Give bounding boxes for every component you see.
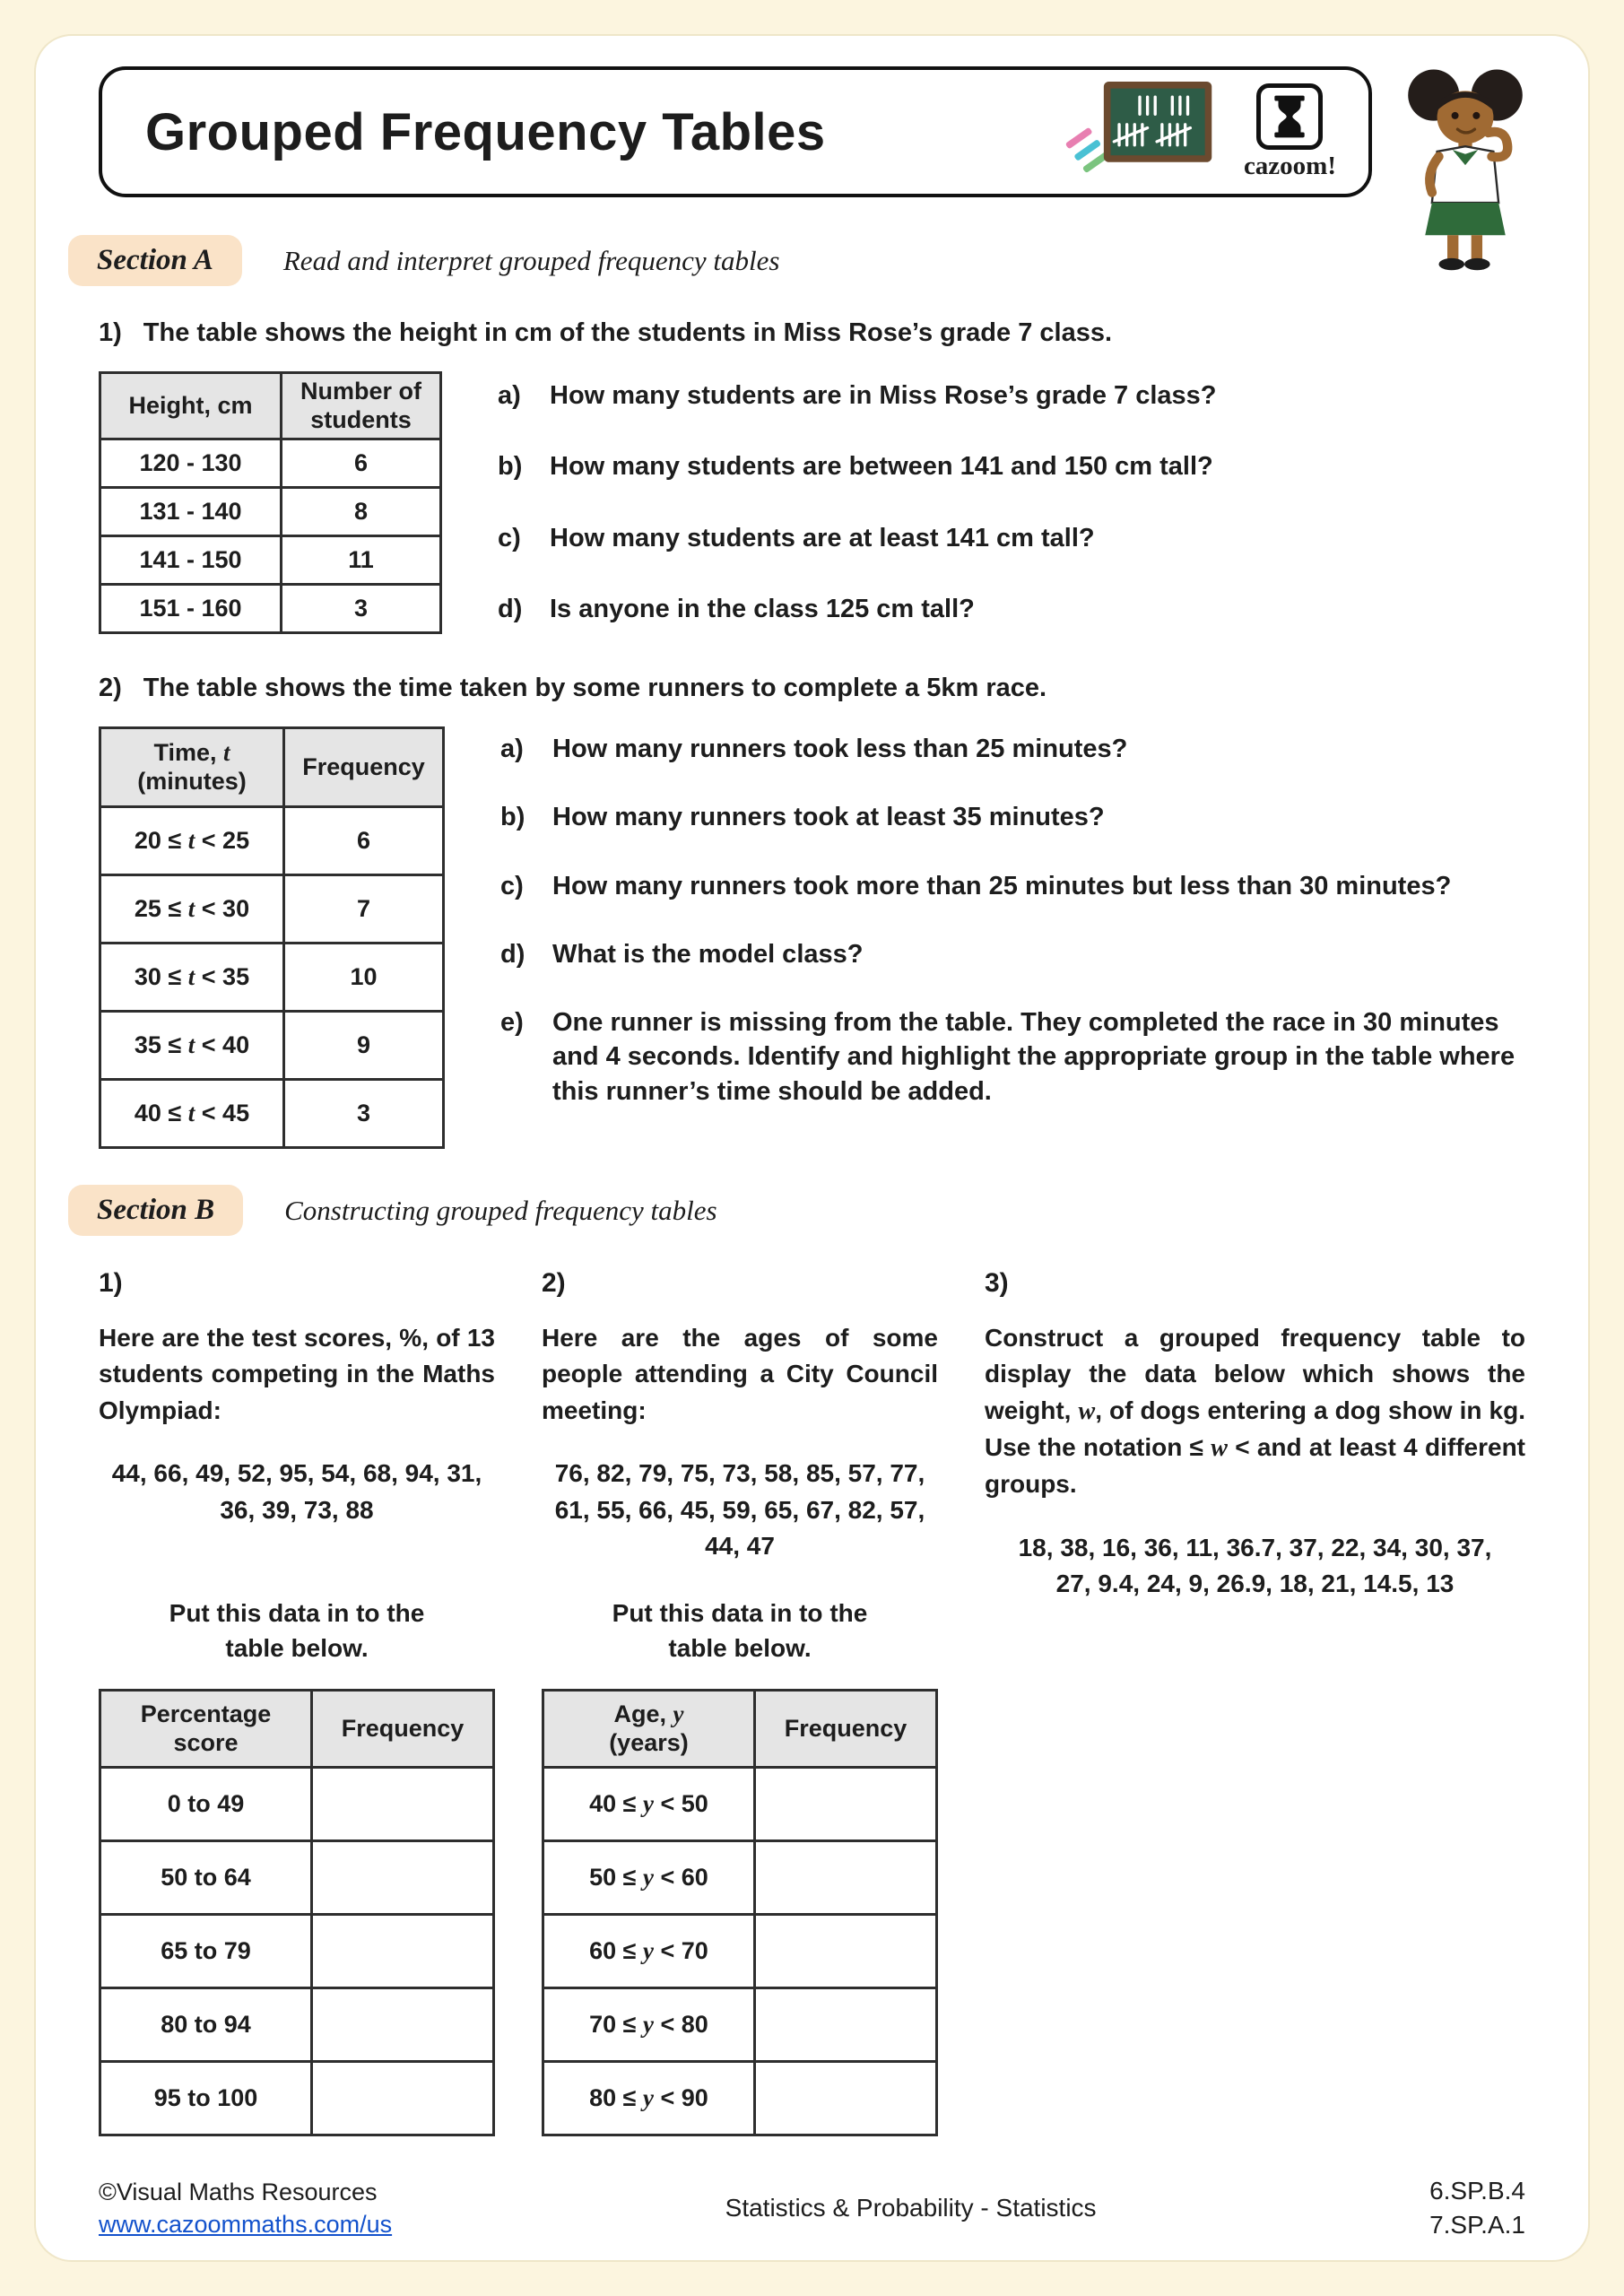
frequency-cell-blank[interactable] <box>754 1768 936 1841</box>
question-text: Here are the test scores, %, of 13 students competing in the Maths Olympiad: <box>99 1324 495 1424</box>
frequency-cell-blank[interactable] <box>311 2062 493 2135</box>
column-header-frequency: Frequency <box>754 1691 936 1768</box>
question-1-body <box>99 371 1525 634</box>
table-row <box>543 1988 937 2062</box>
frequency-cell: 3 <box>282 585 441 633</box>
cazoom-logo-text: cazoom! <box>1243 151 1336 180</box>
frequency-cell-blank[interactable] <box>754 2062 936 2135</box>
variable-y: y <box>643 1937 654 1965</box>
range-cell: 40 ≤ y < 50 <box>543 1768 755 1841</box>
data-values: 18, 38, 16, 36, 11, 36.7, 37, 22, 34, 30, 37, 27, 9.4, 24, 9, 26.9, 18, 21, 14.5, 13 <box>1018 1533 1492 1598</box>
question-part <box>498 592 1525 626</box>
column-header-range: Percentage score <box>100 1691 312 1768</box>
question-part <box>500 1005 1525 1109</box>
worksheet-sheet <box>34 34 1590 2262</box>
question-number: 2) <box>99 674 122 702</box>
question-number: 1) <box>99 318 122 347</box>
section-a-subtitle: Read and interpret grouped frequency tables <box>282 244 780 276</box>
column-header-range: Age, y (years) <box>543 1691 755 1768</box>
variable-t: t <box>187 1100 195 1126</box>
copyright-text: ©Visual Maths Resources <box>99 2178 378 2205</box>
table-row <box>543 1915 937 1988</box>
standard-code: 6.SP.B.4 <box>1429 2177 1525 2205</box>
section-b-header <box>68 1185 1525 1236</box>
question-part <box>498 521 1525 555</box>
column-header-range: Height, cm <box>100 373 282 439</box>
range-cell: 30 ≤ t < 35 <box>100 944 284 1012</box>
table-header-row <box>543 1691 937 1768</box>
question-text: The table shows the time taken by some runners to complete a 5km race. <box>143 674 1047 702</box>
variable-y: y <box>643 2084 654 2112</box>
time-frequency-table <box>99 726 445 1149</box>
part-letter: d) <box>500 939 525 969</box>
part-letter: a) <box>500 735 524 763</box>
range-cell: 20 ≤ t < 25 <box>100 807 284 875</box>
table-row <box>100 807 444 875</box>
table-row <box>100 2062 494 2135</box>
frequency-cell-blank[interactable] <box>754 1988 936 2062</box>
footer-subject: Statistics & Probability - Statistics <box>725 2194 1097 2222</box>
frequency-cell: 10 <box>284 944 444 1012</box>
page-title: Grouped Frequency Tables <box>145 102 826 161</box>
variable-y: y <box>643 2011 654 2039</box>
data-values: 44, 66, 49, 52, 95, 54, 68, 94, 31, 36, 39, 73, 88 <box>111 1458 482 1524</box>
range-cell: 70 ≤ y < 80 <box>543 1988 755 2062</box>
variable-t: t <box>223 738 230 766</box>
range-cell: 141 - 150 <box>100 536 282 585</box>
table-row <box>100 1080 444 1148</box>
section-a-header <box>68 235 1525 286</box>
question-1-parts <box>498 378 1525 626</box>
question-number: 3) <box>985 1268 1009 1298</box>
part-text: How many runners took less than 25 minutes? <box>552 735 1128 763</box>
range-cell: 60 ≤ y < 70 <box>543 1915 755 1988</box>
table-row <box>543 1841 937 1915</box>
table-row <box>543 2062 937 2135</box>
frequency-cell: 7 <box>284 875 444 944</box>
section-b-label: Section B <box>68 1185 243 1236</box>
question-part <box>500 732 1525 766</box>
standard-code: 7.SP.A.1 <box>1429 2211 1525 2239</box>
part-text: What is the model class? <box>552 939 864 969</box>
question-number: 1) <box>99 1268 123 1298</box>
section-b-subtitle: Constructing grouped frequency tables <box>284 1194 717 1226</box>
variable-t: t <box>187 895 195 922</box>
frequency-cell-blank[interactable] <box>311 1768 493 1841</box>
column-header-frequency: Frequency <box>311 1691 493 1768</box>
frequency-cell-blank[interactable] <box>754 1841 936 1915</box>
frequency-cell: 8 <box>282 488 441 536</box>
table-row <box>100 585 441 633</box>
part-letter: d) <box>498 594 523 623</box>
variable-y: y <box>643 1790 654 1818</box>
frequency-cell-blank[interactable] <box>311 1915 493 1988</box>
data-values: 76, 82, 79, 75, 73, 58, 85, 57, 77, 61, 55, 66, 45, 59, 65, 67, 82, 57, 44, 47 <box>554 1458 925 1561</box>
range-cell: 120 - 130 <box>100 439 282 488</box>
variable-t: t <box>187 1031 195 1058</box>
range-cell: 80 to 94 <box>100 1988 312 2062</box>
question-2-body <box>99 726 1525 1149</box>
variable-w: w <box>1078 1396 1096 1425</box>
part-letter: b) <box>500 803 525 832</box>
variable-w: w <box>1211 1433 1228 1462</box>
range-cell: 35 ≤ t < 40 <box>100 1012 284 1080</box>
instruction-text: Put this data in to the table below. <box>169 1598 425 1663</box>
student-character-illustration <box>1393 61 1538 279</box>
website-link[interactable]: www.cazoommaths.com/us <box>99 2211 393 2239</box>
range-cell: 40 ≤ t < 45 <box>100 1080 284 1148</box>
section-b-question-2 <box>542 1268 938 2136</box>
range-cell: 151 - 160 <box>100 585 282 633</box>
table-header-row <box>100 728 444 807</box>
range-cell: 25 ≤ t < 30 <box>100 875 284 944</box>
range-cell: 50 to 64 <box>100 1841 312 1915</box>
question-2-parts <box>500 732 1525 1109</box>
range-cell: 50 ≤ y < 60 <box>543 1841 755 1915</box>
question-part <box>500 869 1525 903</box>
part-text: How many students are at least 141 cm tall? <box>550 523 1095 552</box>
part-text: How many students are between 141 and 150 cm tall? <box>550 452 1213 482</box>
table-row <box>100 875 444 944</box>
hourglass-icon <box>1256 83 1323 150</box>
table-row <box>100 536 441 585</box>
question-number: 2) <box>542 1268 566 1298</box>
table-header-row <box>100 373 441 439</box>
part-text: How many runners took more than 25 minutes but less than 30 minutes? <box>552 871 1452 900</box>
part-text: One runner is missing from the table. They completed the race in 30 minutes and 4 seconds. Identify and highlight the appropriate group in the table where this runner’s time should be added. <box>552 1008 1515 1106</box>
question-2-prompt <box>99 674 1525 703</box>
frequency-cell-blank[interactable] <box>311 1841 493 1915</box>
table-row <box>100 439 441 488</box>
question-1-prompt <box>99 318 1525 348</box>
chalkboard-tally-icon <box>1063 78 1217 186</box>
range-cell: 80 ≤ y < 90 <box>543 2062 755 2135</box>
instruction-text: Put this data in to the table below. <box>612 1598 868 1663</box>
part-text: How many runners took at least 35 minutes? <box>552 803 1105 832</box>
frequency-cell: 6 <box>282 439 441 488</box>
frequency-cell: 3 <box>284 1080 444 1148</box>
question-part <box>498 449 1525 483</box>
range-cell: 65 to 79 <box>100 1915 312 1988</box>
question-text: The table shows the height in cm of the students in Miss Rose’s grade 7 class. <box>143 318 1113 347</box>
table-row <box>100 1988 494 2062</box>
header <box>99 66 1525 197</box>
table-row <box>100 1915 494 1988</box>
section-b-columns <box>99 1268 1525 2136</box>
variable-t: t <box>187 963 195 990</box>
range-cell: 0 to 49 <box>100 1768 312 1841</box>
footer-standards <box>1429 2174 1525 2242</box>
table-row <box>100 1841 494 1915</box>
section-b-question-1 <box>99 1268 495 2136</box>
part-letter: a) <box>498 381 521 410</box>
section-b-question-3 <box>985 1268 1525 2136</box>
column-header-frequency: Frequency <box>284 728 444 807</box>
age-table <box>542 1689 938 2136</box>
question-text: Here are the ages of some people attending a City Council meeting: <box>542 1324 938 1424</box>
column-header-frequency: Number of students <box>282 373 441 439</box>
part-letter: e) <box>500 1008 524 1038</box>
range-cell: 131 - 140 <box>100 488 282 536</box>
cazoom-logo <box>1244 83 1336 181</box>
part-text: How many students are in Miss Rose’s grade 7 class? <box>550 381 1217 410</box>
question-part <box>498 378 1525 413</box>
height-frequency-table <box>99 371 442 634</box>
variable-t: t <box>187 827 195 854</box>
percentage-score-table <box>99 1689 495 2136</box>
question-part <box>500 800 1525 834</box>
frequency-cell: 11 <box>282 536 441 585</box>
table-row <box>100 488 441 536</box>
table-header-row <box>100 1691 494 1768</box>
title-box <box>99 66 1372 197</box>
footer <box>99 2174 1525 2242</box>
question-text: Construct a grouped frequency table to display the data below which shows the weight, w, of dogs entering a dog show in kg. Use the notation ≤ w < and at least 4 different groups. <box>985 1324 1525 1499</box>
column-header-range: Time, t (minutes) <box>100 728 284 807</box>
frequency-cell: 6 <box>284 807 444 875</box>
part-letter: c) <box>498 523 521 552</box>
part-text: Is anyone in the class 125 cm tall? <box>550 594 975 623</box>
section-a-label: Section A <box>68 235 242 286</box>
variable-y: y <box>673 1700 684 1727</box>
range-cell: 95 to 100 <box>100 2062 312 2135</box>
footer-left <box>99 2176 392 2241</box>
question-part <box>500 937 1525 971</box>
variable-y: y <box>643 1864 654 1892</box>
part-letter: c) <box>500 871 524 900</box>
frequency-cell-blank[interactable] <box>754 1915 936 1988</box>
table-row <box>100 944 444 1012</box>
table-row <box>100 1012 444 1080</box>
frequency-cell: 9 <box>284 1012 444 1080</box>
table-row <box>100 1768 494 1841</box>
part-letter: b) <box>498 452 523 482</box>
frequency-cell-blank[interactable] <box>311 1988 493 2062</box>
table-row <box>543 1768 937 1841</box>
header-artwork <box>1063 78 1336 186</box>
